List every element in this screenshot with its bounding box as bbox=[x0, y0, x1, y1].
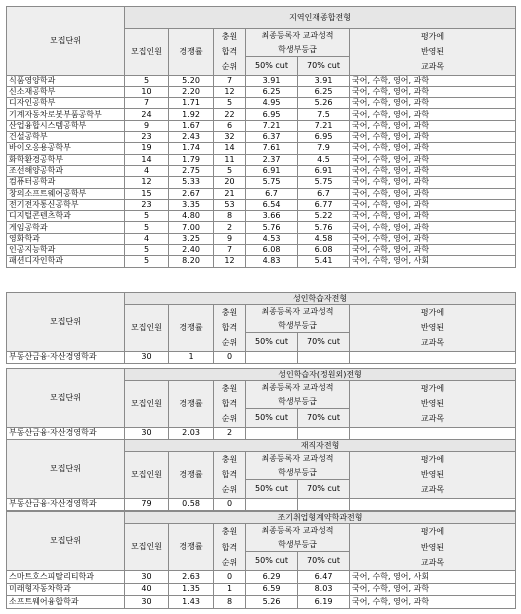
ratio-cell: 2.43 bbox=[169, 132, 214, 143]
table-row bbox=[7, 120, 516, 131]
rank-header-line: 충원 bbox=[221, 455, 238, 464]
cut70-cell: 6.25 bbox=[298, 86, 350, 97]
section-table bbox=[6, 511, 516, 609]
ratio-cell: 3.35 bbox=[169, 199, 214, 210]
unit-cell: 스마트호스피탈리티학과 bbox=[7, 571, 125, 584]
grade-header bbox=[246, 29, 350, 57]
subject-cell: 국어, 수학, 영어, 과학 bbox=[350, 132, 516, 143]
rank-header bbox=[214, 452, 246, 499]
table-row bbox=[7, 427, 516, 439]
rank-cell: 11 bbox=[214, 154, 246, 165]
subject-header-line: 교과목 bbox=[420, 62, 445, 72]
count-cell: 40 bbox=[125, 583, 169, 596]
subject-header-line: 반영된 bbox=[420, 542, 445, 552]
cut70-header: 70% cut bbox=[298, 57, 350, 75]
cut70-cell: 6.47 bbox=[298, 571, 350, 584]
subject-header-line: 평가에 bbox=[420, 527, 445, 537]
rank-cell: 2 bbox=[214, 222, 246, 233]
ratio-cell: 4.80 bbox=[169, 211, 214, 222]
cut70-cell bbox=[298, 427, 350, 439]
count-cell: 30 bbox=[125, 427, 169, 439]
subject-header bbox=[350, 305, 516, 352]
ratio-cell: 5.20 bbox=[169, 75, 214, 86]
unit-cell: 부동산금융·자산경영학과 bbox=[7, 351, 125, 363]
unit-header: 모집단위 bbox=[7, 512, 125, 571]
subject-header bbox=[350, 524, 516, 571]
grade-header bbox=[246, 452, 350, 480]
subject-cell: 국어, 수학, 영어, 과학 bbox=[350, 233, 516, 244]
ratio-cell: 1.43 bbox=[169, 596, 214, 609]
rank-header-line: 합격 bbox=[221, 323, 238, 333]
unit-cell: 전기전자통신공학부 bbox=[7, 199, 125, 210]
subject-header-line: 반영된 bbox=[420, 399, 445, 409]
rank-header-line: 순위 bbox=[221, 338, 238, 348]
cut70-cell: 6.77 bbox=[298, 199, 350, 210]
grade-header bbox=[246, 305, 350, 333]
section-title: 재직자전형 bbox=[125, 440, 516, 452]
table-row bbox=[7, 109, 516, 120]
rank-cell: 12 bbox=[214, 86, 246, 97]
unit-cell: 디지털콘텐츠학과 bbox=[7, 211, 125, 222]
cut50-cell: 7.61 bbox=[246, 143, 298, 154]
unit-cell: 바이오응용공학부 bbox=[7, 143, 125, 154]
rank-cell: 1 bbox=[214, 583, 246, 596]
count-cell: 4 bbox=[125, 165, 169, 176]
cut50-header: 50% cut bbox=[246, 333, 298, 351]
unit-cell: 게임공학과 bbox=[7, 222, 125, 233]
subject-cell: 국어, 수학, 영어, 과학 bbox=[350, 188, 516, 199]
ratio-cell: 2.67 bbox=[169, 188, 214, 199]
subject-header-line: 평가에 bbox=[420, 455, 445, 464]
unit-cell: 미래형자동차학과 bbox=[7, 583, 125, 596]
subject-cell: 국어, 수학, 영어, 과학 bbox=[350, 199, 516, 210]
subject-header-line: 교과목 bbox=[420, 414, 445, 424]
ratio-cell: 0.58 bbox=[169, 498, 214, 510]
subject-cell: 국어, 수학, 영어, 사회 bbox=[350, 256, 516, 267]
cut70-cell: 6.91 bbox=[298, 165, 350, 176]
rank-cell: 14 bbox=[214, 143, 246, 154]
unit-cell: 창의소프트웨어공학부 bbox=[7, 188, 125, 199]
table-row bbox=[7, 98, 516, 109]
rank-header bbox=[214, 524, 246, 571]
ratio-cell: 8.20 bbox=[169, 256, 214, 267]
grade-header-line: 학생부등급 bbox=[278, 44, 317, 54]
ratio-cell: 5.33 bbox=[169, 177, 214, 188]
subject-cell: 국어, 수학, 영어, 과학 bbox=[350, 177, 516, 188]
cut70-cell: 5.41 bbox=[298, 256, 350, 267]
ratio-cell: 1.74 bbox=[169, 143, 214, 154]
count-cell: 23 bbox=[125, 199, 169, 210]
subject-header-line: 반영된 bbox=[420, 47, 445, 57]
section-table bbox=[6, 368, 516, 440]
cut50-header: 50% cut bbox=[246, 409, 298, 427]
table-row bbox=[7, 583, 516, 596]
unit-cell: 소프트웨어융합학과 bbox=[7, 596, 125, 609]
cut50-cell bbox=[246, 427, 298, 439]
cut50-cell: 5.76 bbox=[246, 222, 298, 233]
subject-header-line: 교과목 bbox=[420, 338, 445, 348]
count-cell: 10 bbox=[125, 86, 169, 97]
grade-header-line: 학생부등급 bbox=[278, 320, 317, 330]
cut50-header: 50% cut bbox=[246, 552, 298, 571]
subject-cell: 국어, 수학, 영어, 과학 bbox=[350, 211, 516, 222]
unit-header: 모집단위 bbox=[7, 369, 125, 428]
count-cell: 5 bbox=[125, 256, 169, 267]
count-header: 모집인원 bbox=[125, 381, 169, 428]
count-cell: 30 bbox=[125, 596, 169, 609]
ratio-header: 경쟁률 bbox=[169, 452, 214, 499]
unit-cell: 건설공학부 bbox=[7, 132, 125, 143]
cut50-header: 50% cut bbox=[246, 480, 298, 498]
cut50-cell: 6.7 bbox=[246, 188, 298, 199]
count-cell: 5 bbox=[125, 75, 169, 86]
table-row bbox=[7, 143, 516, 154]
rank-header-line: 순위 bbox=[221, 557, 238, 567]
cut50-cell bbox=[246, 351, 298, 363]
rank-cell: 0 bbox=[214, 498, 246, 510]
grade-header-line: 학생부등급 bbox=[278, 467, 317, 477]
unit-cell: 조선해양공학과 bbox=[7, 165, 125, 176]
section-table bbox=[6, 6, 516, 268]
cut70-cell: 6.19 bbox=[298, 596, 350, 609]
table-row bbox=[7, 188, 516, 199]
cut70-cell: 7.5 bbox=[298, 109, 350, 120]
ratio-cell: 1.35 bbox=[169, 583, 214, 596]
count-cell: 79 bbox=[125, 498, 169, 510]
ratio-cell: 1.71 bbox=[169, 98, 214, 109]
cut70-cell: 6.7 bbox=[298, 188, 350, 199]
unit-cell: 부동산금융·자산경영학과 bbox=[7, 498, 125, 510]
unit-cell: 패션디자인학과 bbox=[7, 256, 125, 267]
cut70-cell: 5.76 bbox=[298, 222, 350, 233]
table-row bbox=[7, 177, 516, 188]
count-cell: 30 bbox=[125, 571, 169, 584]
cut70-header: 70% cut bbox=[298, 480, 350, 498]
rank-cell: 22 bbox=[214, 109, 246, 120]
table-row bbox=[7, 132, 516, 143]
subject-cell: 국어, 수학, 영어, 과학 bbox=[350, 143, 516, 154]
cut50-cell: 4.95 bbox=[246, 98, 298, 109]
rank-cell: 21 bbox=[214, 188, 246, 199]
rank-cell: 2 bbox=[214, 427, 246, 439]
rank-cell: 8 bbox=[214, 211, 246, 222]
table-row bbox=[7, 233, 516, 244]
cut70-cell: 8.03 bbox=[298, 583, 350, 596]
rank-header-line: 충원 bbox=[221, 32, 238, 41]
cut70-cell: 7.9 bbox=[298, 143, 350, 154]
table-row bbox=[7, 211, 516, 222]
subject-cell: 국어, 수학, 영어, 사회 bbox=[350, 571, 516, 584]
subject-cell: 국어, 수학, 영어, 과학 bbox=[350, 98, 516, 109]
cut50-cell: 6.08 bbox=[246, 245, 298, 256]
table-row bbox=[7, 256, 516, 267]
rank-cell: 0 bbox=[214, 351, 246, 363]
cut70-header: 70% cut bbox=[298, 333, 350, 351]
ratio-cell: 1 bbox=[169, 351, 214, 363]
rank-header bbox=[214, 305, 246, 352]
cut50-cell: 6.91 bbox=[246, 165, 298, 176]
rank-cell: 6 bbox=[214, 120, 246, 131]
unit-cell: 신소재공학부 bbox=[7, 86, 125, 97]
cut50-cell: 7.21 bbox=[246, 120, 298, 131]
count-cell: 30 bbox=[125, 351, 169, 363]
rank-cell: 20 bbox=[214, 177, 246, 188]
subject-header-line: 반영된 bbox=[420, 323, 445, 333]
grade-header-line: 학생부등급 bbox=[278, 396, 317, 406]
ratio-header: 경쟁률 bbox=[169, 524, 214, 571]
rank-header bbox=[214, 381, 246, 428]
count-header: 모집인원 bbox=[125, 524, 169, 571]
rank-header-line: 합격 bbox=[221, 399, 238, 409]
rank-header-line: 충원 bbox=[221, 527, 238, 537]
cut70-header: 70% cut bbox=[298, 552, 350, 571]
table-row bbox=[7, 498, 516, 510]
table-row bbox=[7, 75, 516, 86]
ratio-cell: 1.67 bbox=[169, 120, 214, 131]
table-row bbox=[7, 165, 516, 176]
subject-header-line: 교과목 bbox=[420, 557, 445, 567]
cut50-cell: 4.83 bbox=[246, 256, 298, 267]
table-row bbox=[7, 86, 516, 97]
count-cell: 5 bbox=[125, 222, 169, 233]
subject-header-line: 교과목 bbox=[420, 485, 445, 495]
cut50-cell: 6.95 bbox=[246, 109, 298, 120]
unit-cell: 영화학과 bbox=[7, 233, 125, 244]
cut70-cell: 4.5 bbox=[298, 154, 350, 165]
unit-cell: 화학환경공학부 bbox=[7, 154, 125, 165]
ratio-header: 경쟁률 bbox=[169, 29, 214, 76]
section-title: 조기취업형계약학과전형 bbox=[125, 512, 516, 524]
count-cell: 19 bbox=[125, 143, 169, 154]
subject-cell: 국어, 수학, 영어, 과학 bbox=[350, 596, 516, 609]
subject-cell: 국어, 수학, 영어, 과학 bbox=[350, 583, 516, 596]
rank-cell: 32 bbox=[214, 132, 246, 143]
cut50-cell: 5.26 bbox=[246, 596, 298, 609]
subject-header-line: 평가에 bbox=[420, 32, 445, 41]
section-title: 성인학습자(정원외)전형 bbox=[125, 369, 516, 381]
unit-cell: 식품영양학과 bbox=[7, 75, 125, 86]
subject-header bbox=[350, 29, 516, 76]
cut50-cell: 6.54 bbox=[246, 199, 298, 210]
subject-header-line: 평가에 bbox=[420, 384, 445, 393]
rank-cell: 7 bbox=[214, 75, 246, 86]
cut70-cell: 6.95 bbox=[298, 132, 350, 143]
subject-cell bbox=[350, 427, 516, 439]
table-row bbox=[7, 245, 516, 256]
unit-header: 모집단위 bbox=[7, 7, 125, 76]
table-row bbox=[7, 596, 516, 609]
ratio-cell: 2.75 bbox=[169, 165, 214, 176]
table-row bbox=[7, 154, 516, 165]
ratio-header: 경쟁률 bbox=[169, 381, 214, 428]
subject-cell: 국어, 수학, 영어, 과학 bbox=[350, 120, 516, 131]
cut70-cell: 5.26 bbox=[298, 98, 350, 109]
unit-header: 모집단위 bbox=[7, 293, 125, 352]
cut70-cell: 5.22 bbox=[298, 211, 350, 222]
rank-cell: 53 bbox=[214, 199, 246, 210]
rank-header-line: 합격 bbox=[221, 542, 238, 552]
count-header: 모집인원 bbox=[125, 305, 169, 352]
cut50-cell: 2.37 bbox=[246, 154, 298, 165]
table-row bbox=[7, 571, 516, 584]
table-row bbox=[7, 222, 516, 233]
cut50-cell: 6.59 bbox=[246, 583, 298, 596]
subject-header-line: 평가에 bbox=[420, 308, 445, 317]
cut70-cell: 7.21 bbox=[298, 120, 350, 131]
unit-cell: 인공지능학과 bbox=[7, 245, 125, 256]
count-cell: 9 bbox=[125, 120, 169, 131]
rank-cell: 5 bbox=[214, 165, 246, 176]
subject-cell: 국어, 수학, 영어, 과학 bbox=[350, 165, 516, 176]
rank-header bbox=[214, 29, 246, 76]
ratio-header: 경쟁률 bbox=[169, 305, 214, 352]
cut50-cell: 3.91 bbox=[246, 75, 298, 86]
count-cell: 14 bbox=[125, 154, 169, 165]
rank-header-line: 합격 bbox=[221, 470, 238, 480]
ratio-cell: 1.79 bbox=[169, 154, 214, 165]
grade-header bbox=[246, 524, 350, 552]
ratio-cell: 2.63 bbox=[169, 571, 214, 584]
unit-cell: 컴퓨터공학과 bbox=[7, 177, 125, 188]
count-header: 모집인원 bbox=[125, 452, 169, 499]
grade-header-line: 최종등록자 교과성적 bbox=[261, 526, 334, 535]
cut50-cell: 6.37 bbox=[246, 132, 298, 143]
rank-header-line: 순위 bbox=[221, 62, 238, 72]
subject-cell: 국어, 수학, 영어, 과학 bbox=[350, 109, 516, 120]
rank-cell: 5 bbox=[214, 98, 246, 109]
cut50-cell: 4.53 bbox=[246, 233, 298, 244]
cut50-cell: 6.25 bbox=[246, 86, 298, 97]
count-header: 모집인원 bbox=[125, 29, 169, 76]
unit-cell: 기계자동차로봇부품공학부 bbox=[7, 109, 125, 120]
rank-header-line: 충원 bbox=[221, 308, 238, 317]
rank-header-line: 순위 bbox=[221, 485, 238, 495]
rank-header-line: 충원 bbox=[221, 384, 238, 393]
count-cell: 7 bbox=[125, 98, 169, 109]
cut50-cell: 3.66 bbox=[246, 211, 298, 222]
cut50-header: 50% cut bbox=[246, 57, 298, 75]
ratio-cell: 2.03 bbox=[169, 427, 214, 439]
table-row bbox=[7, 199, 516, 210]
ratio-cell: 2.20 bbox=[169, 86, 214, 97]
cut70-cell bbox=[298, 498, 350, 510]
subject-header bbox=[350, 452, 516, 499]
table-row bbox=[7, 351, 516, 363]
subject-cell: 국어, 수학, 영어, 과학 bbox=[350, 222, 516, 233]
subject-cell: 국어, 수학, 영어, 과학 bbox=[350, 245, 516, 256]
cut70-cell: 4.58 bbox=[298, 233, 350, 244]
subject-cell bbox=[350, 498, 516, 510]
rank-header-line: 합격 bbox=[221, 47, 238, 57]
section-title: 지역인재종합전형 bbox=[125, 7, 516, 29]
count-cell: 24 bbox=[125, 109, 169, 120]
count-cell: 4 bbox=[125, 233, 169, 244]
rank-cell: 7 bbox=[214, 245, 246, 256]
section-table bbox=[6, 439, 516, 511]
unit-cell: 산업융합시스템공학부 bbox=[7, 120, 125, 131]
cut70-cell: 6.08 bbox=[298, 245, 350, 256]
rank-cell: 9 bbox=[214, 233, 246, 244]
subject-cell: 국어, 수학, 영어, 과학 bbox=[350, 86, 516, 97]
cut70-header: 70% cut bbox=[298, 409, 350, 427]
grade-header-line: 학생부등급 bbox=[278, 539, 317, 549]
cut70-cell bbox=[298, 351, 350, 363]
section-title: 성인학습자전형 bbox=[125, 293, 516, 305]
unit-cell: 부동산금융·자산경영학과 bbox=[7, 427, 125, 439]
rank-cell: 8 bbox=[214, 596, 246, 609]
subject-header-line: 반영된 bbox=[420, 470, 445, 480]
section-table bbox=[6, 292, 516, 364]
cut50-cell bbox=[246, 498, 298, 510]
count-cell: 5 bbox=[125, 245, 169, 256]
subject-header bbox=[350, 381, 516, 428]
grade-header bbox=[246, 381, 350, 409]
subject-cell: 국어, 수학, 영어, 과학 bbox=[350, 154, 516, 165]
unit-cell: 디자인공학부 bbox=[7, 98, 125, 109]
cut50-cell: 5.75 bbox=[246, 177, 298, 188]
rank-cell: 12 bbox=[214, 256, 246, 267]
grade-header-line: 최종등록자 교과성적 bbox=[261, 307, 334, 317]
cut70-cell: 3.91 bbox=[298, 75, 350, 86]
rank-cell: 0 bbox=[214, 571, 246, 584]
rank-header-line: 순위 bbox=[221, 414, 238, 424]
ratio-cell: 2.40 bbox=[169, 245, 214, 256]
count-cell: 15 bbox=[125, 188, 169, 199]
cut70-cell: 5.75 bbox=[298, 177, 350, 188]
grade-header-line: 최종등록자 교과성적 bbox=[261, 383, 334, 393]
grade-header-line: 최종등록자 교과성적 bbox=[261, 31, 334, 41]
grade-header-line: 최종등록자 교과성적 bbox=[261, 454, 334, 464]
ratio-cell: 3.25 bbox=[169, 233, 214, 244]
count-cell: 12 bbox=[125, 177, 169, 188]
unit-header: 모집단위 bbox=[7, 440, 125, 499]
ratio-cell: 1.92 bbox=[169, 109, 214, 120]
count-cell: 5 bbox=[125, 211, 169, 222]
subject-cell bbox=[350, 351, 516, 363]
count-cell: 23 bbox=[125, 132, 169, 143]
cut50-cell: 6.29 bbox=[246, 571, 298, 584]
subject-cell: 국어, 수학, 영어, 과학 bbox=[350, 75, 516, 86]
ratio-cell: 7.00 bbox=[169, 222, 214, 233]
